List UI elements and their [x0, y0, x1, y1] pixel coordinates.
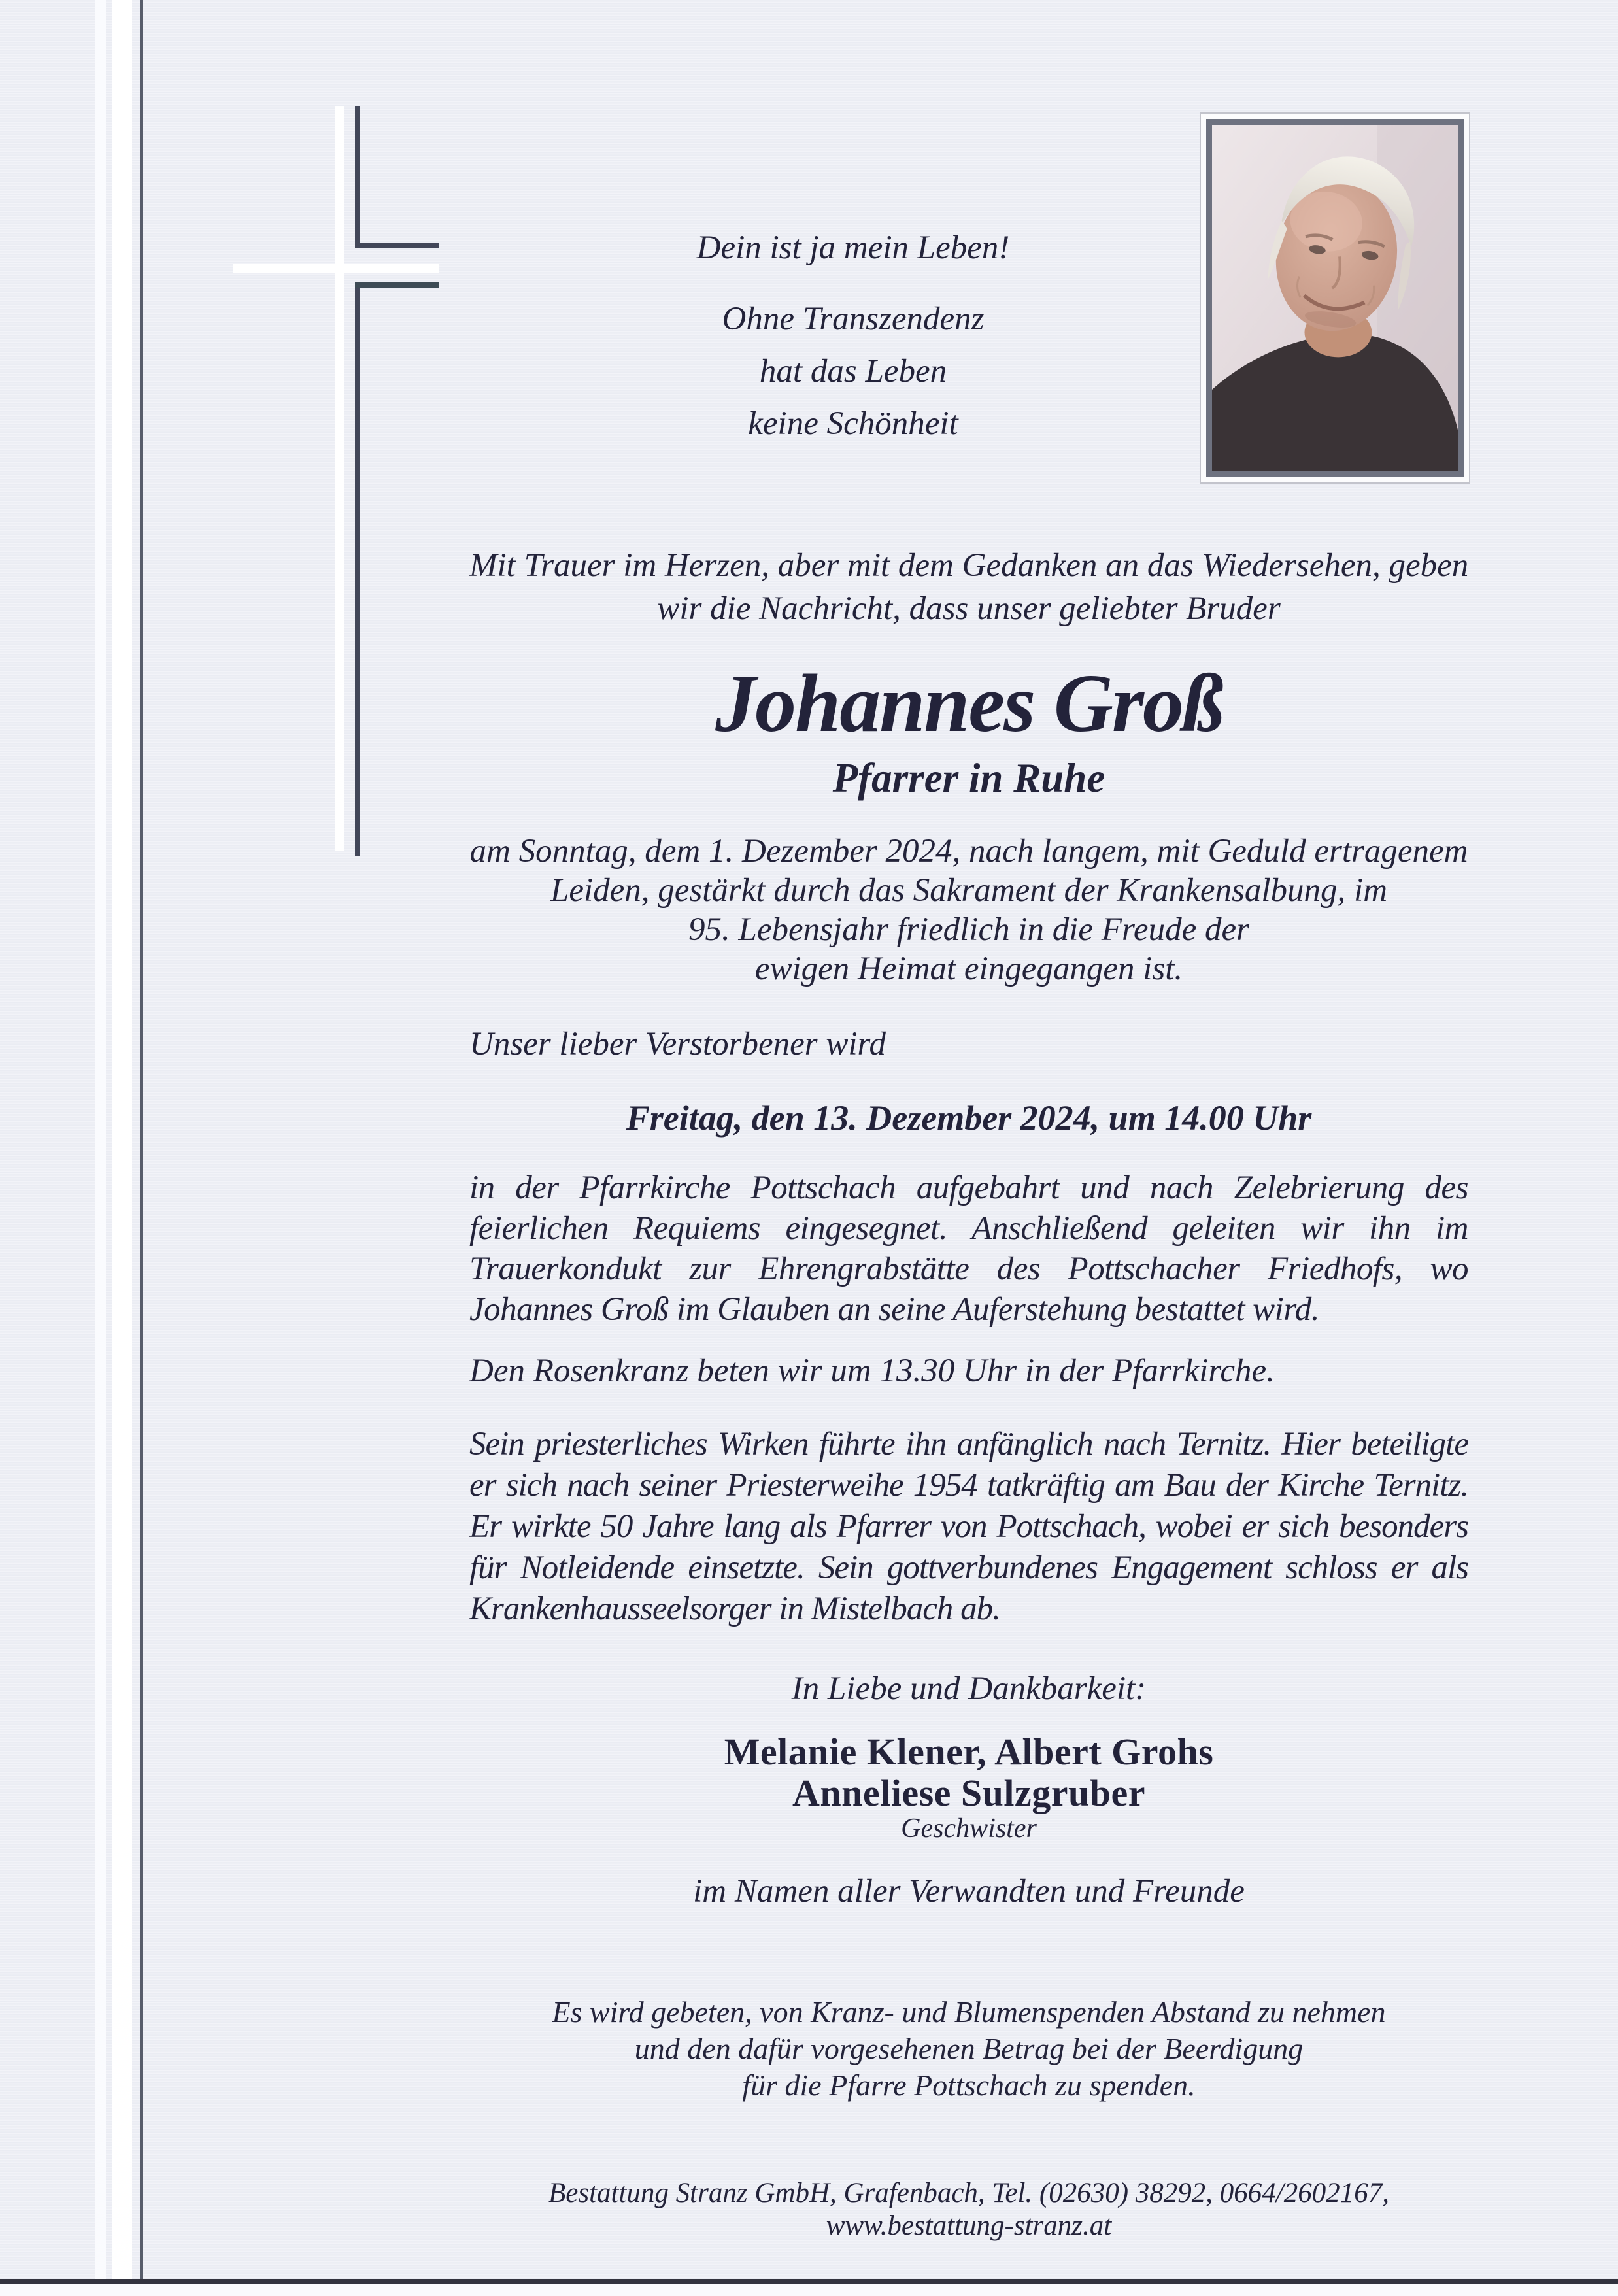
cross-arm-highlight	[233, 264, 439, 273]
announcement-intro	[469, 544, 1468, 630]
quote-line-4: keine Schönheit	[748, 405, 958, 442]
quote-line-1: Dein ist ja mein Leben!	[696, 229, 1010, 266]
quote-line-3: hat das Leben	[759, 353, 947, 390]
funeral-home-footer	[469, 2177, 1468, 2242]
deceased-name: Johannes Groß	[715, 658, 1222, 749]
left-edge-stripe-dark	[140, 0, 143, 2296]
death-line-3: 95. Lebensjahr friedlich in die Freude der	[688, 911, 1249, 948]
mourner-name-2: Anneliese Sulzgruber	[792, 1772, 1146, 1814]
quote-block	[445, 293, 1262, 450]
deceased-title: Pfarrer in Ruhe	[832, 755, 1105, 801]
intro-line-2: wir die Nachricht, dass unser geliebter Bruder	[657, 590, 1281, 627]
mourners-on-behalf: im Namen aller Verwandten und Freunde	[693, 1873, 1245, 1910]
rosary-line: Den Rosenkranz beten wir um 13.30 Uhr in der Pfarrkirche.	[469, 1353, 1275, 1389]
quote-line-2: Ohne Transzendenz	[722, 301, 985, 337]
funeral-datetime: Freitag, den 13. Dezember 2024, um 14.00 Uhr	[626, 1098, 1312, 1138]
cross-stem-highlight	[335, 106, 344, 851]
death-notice	[469, 832, 1468, 988]
footer-line-2: www.bestattung-stranz.at	[826, 2210, 1112, 2241]
cross-stem-shadow-upper	[355, 106, 360, 248]
death-line-1: am Sonntag, dem 1. Dezember 2024, nach langem, mit Geduld ertragenem	[469, 833, 1468, 869]
intro-line-1: Mit Trauer im Herzen, aber mit dem Gedanken an das Wiedersehen, geben	[469, 547, 1469, 584]
cross-arm-shadow-bottom	[355, 282, 439, 288]
mourners-relation: Geschwister	[901, 1814, 1037, 1844]
donation-request	[469, 1994, 1468, 2104]
pre-funeral-line: Unser lieber Verstorbener wird	[469, 1026, 886, 1062]
bottom-scan-edge-strip	[0, 2284, 1618, 2296]
bottom-scan-edge-line	[0, 2279, 1618, 2284]
death-line-2: Leiden, gestärkt durch das Sakrament der Krankensalbung, im	[550, 872, 1388, 909]
biography-paragraph: Sein priesterliches Wirken führte ihn anfänglich nach Ternitz. Hier beteiligte er sich nach seiner Priesterweihe 1954 tatkräftig am Bau der Kirche Ternitz. Er wirkte 50 Jahre lang als Pfarrer von Pottschach, wobei er sich besonders für Notleidende einsetzte. Sein gottverbundenes Engagement schloss er als Krankenhausseelsorger in Mistelbach ab.	[469, 1426, 1468, 1627]
left-edge-stripe-light	[95, 0, 106, 2296]
mourner-name-1: Melanie Klener, Albert Grohs	[724, 1730, 1214, 1773]
donation-line-2: und den dafür vorgesehenen Betrag bei der Beerdigung	[634, 2032, 1304, 2065]
mourners-closing: In Liebe und Dankbarkeit:	[791, 1670, 1147, 1707]
donation-line-3: für die Pfarre Pottschach zu spenden.	[742, 2068, 1196, 2102]
cross-stem-shadow-lower	[355, 286, 360, 856]
funeral-paragraph: in der Pfarrkirche Pottschach aufgebahrt und nach Zelebrierung des feierlichen Requiems eingesegnet. Anschließend geleiten wir ihn im Trauerkondukt zur Ehrengrabstätte des Pottschacher Friedhofs, wo Johannes Groß im Glauben an seine Auferstehung bestattet wird.	[469, 1170, 1468, 1328]
mourners-names	[469, 1731, 1468, 1814]
footer-line-1: Bestattung Stranz GmbH, Grafenbach, Tel. (02630) 38292, 0664/2602167,	[548, 2178, 1389, 2208]
donation-line-1: Es wird gebeten, von Kranz- und Blumenspenden Abstand zu nehmen	[552, 1995, 1386, 2029]
cross-arm-shadow-top	[355, 243, 439, 248]
left-edge-stripe-white	[112, 0, 132, 2296]
death-line-4: ewigen Heimat eingegangen ist.	[754, 951, 1183, 987]
